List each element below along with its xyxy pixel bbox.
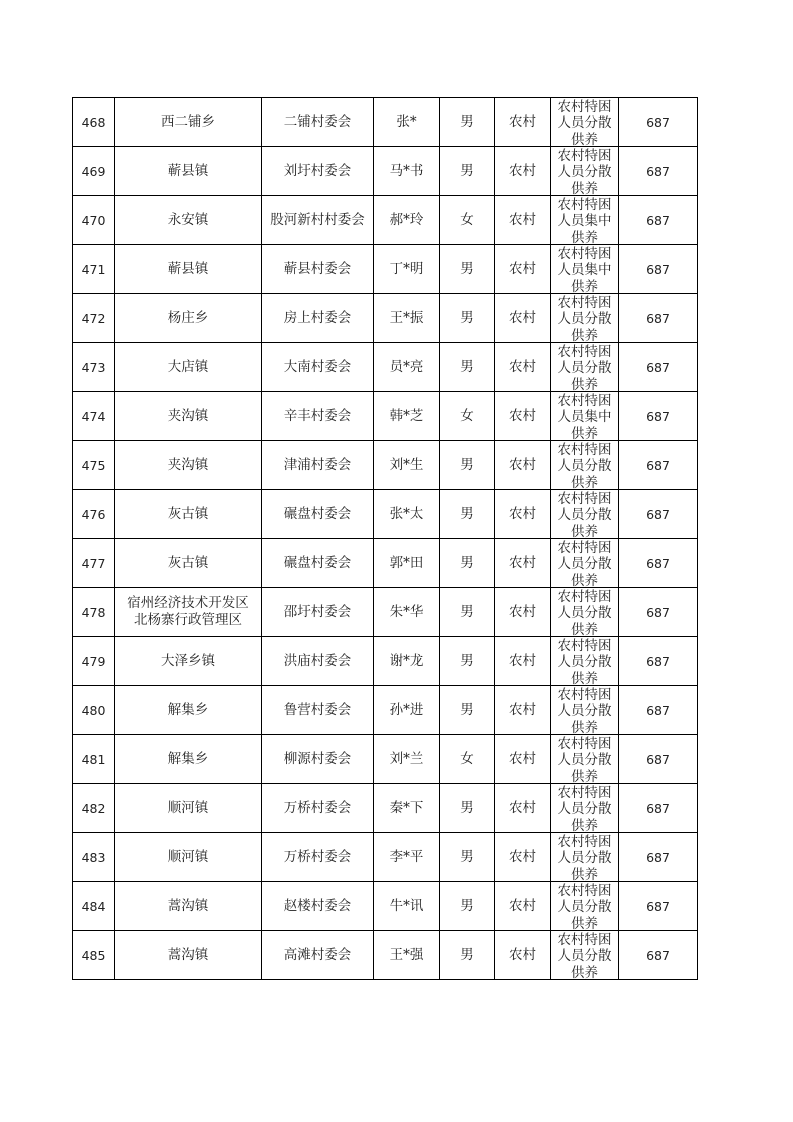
village-committee-cell: 房上村委会 (262, 294, 374, 343)
area-type-cell: 农村 (495, 441, 551, 490)
support-type-cell (551, 539, 619, 588)
support-type-text: 农村特困 人员集中 供养 (557, 245, 612, 293)
area-type-cell: 农村 (495, 294, 551, 343)
village-committee-cell: 股河新村村委会 (262, 196, 374, 245)
support-type-cell (551, 392, 619, 441)
row-number-cell: 482 (73, 784, 115, 833)
support-type-cell (551, 98, 619, 147)
row-number-cell: 472 (73, 294, 115, 343)
village-committee-cell: 高滩村委会 (262, 931, 374, 980)
town-cell: 大泽乡镇 (115, 637, 262, 686)
amount-cell: 687 (619, 637, 698, 686)
amount-cell: 687 (619, 539, 698, 588)
support-type-cell (551, 588, 619, 637)
support-type-text: 农村特困 人员分散 供养 (557, 637, 612, 685)
row-number-cell: 481 (73, 735, 115, 784)
gender-cell: 女 (440, 392, 495, 441)
person-name-cell: 谢*龙 (374, 637, 440, 686)
village-committee-cell: 刘圩村委会 (262, 147, 374, 196)
town-cell: 解集乡 (115, 686, 262, 735)
amount-cell: 687 (619, 735, 698, 784)
gender-cell: 女 (440, 735, 495, 784)
person-name-cell: 朱*华 (374, 588, 440, 637)
town-cell: 蕲县镇 (115, 147, 262, 196)
person-name-cell: 韩*芝 (374, 392, 440, 441)
area-type-cell: 农村 (495, 784, 551, 833)
table-row (73, 294, 698, 343)
row-number-cell: 470 (73, 196, 115, 245)
amount-cell: 687 (619, 98, 698, 147)
gender-cell: 男 (440, 147, 495, 196)
support-type-text: 农村特困 人员分散 供养 (557, 294, 612, 342)
table-row (73, 637, 698, 686)
gender-cell: 男 (440, 343, 495, 392)
village-committee-cell: 洪庙村委会 (262, 637, 374, 686)
table-row (73, 833, 698, 882)
support-type-cell (551, 882, 619, 931)
town-cell: 蒿沟镇 (115, 882, 262, 931)
town-cell: 蕲县镇 (115, 245, 262, 294)
person-name-cell: 张*太 (374, 490, 440, 539)
town-cell: 灰古镇 (115, 539, 262, 588)
gender-cell: 男 (440, 588, 495, 637)
area-type-cell: 农村 (495, 539, 551, 588)
village-committee-cell: 邵圩村委会 (262, 588, 374, 637)
person-name-cell: 孙*进 (374, 686, 440, 735)
area-type-cell: 农村 (495, 588, 551, 637)
support-type-cell (551, 147, 619, 196)
support-type-text: 农村特困 人员分散 供养 (557, 686, 612, 734)
support-type-cell (551, 294, 619, 343)
person-name-cell: 员*亮 (374, 343, 440, 392)
village-committee-cell: 柳源村委会 (262, 735, 374, 784)
gender-cell: 男 (440, 294, 495, 343)
table-row (73, 588, 698, 637)
amount-cell: 687 (619, 833, 698, 882)
support-type-text: 农村特困 人员分散 供养 (557, 931, 612, 979)
support-type-cell (551, 441, 619, 490)
support-type-text: 农村特困 人员分散 供养 (557, 343, 612, 391)
support-type-cell (551, 245, 619, 294)
gender-cell: 男 (440, 637, 495, 686)
support-type-text: 农村特困 人员分散 供养 (557, 833, 612, 881)
row-number-cell: 474 (73, 392, 115, 441)
area-type-cell: 农村 (495, 735, 551, 784)
person-name-cell: 郭*田 (374, 539, 440, 588)
support-type-text: 农村特困 人员分散 供养 (557, 147, 612, 195)
support-type-cell (551, 637, 619, 686)
support-type-text: 农村特困 人员分散 供养 (557, 588, 612, 636)
amount-cell: 687 (619, 441, 698, 490)
amount-cell: 687 (619, 245, 698, 294)
gender-cell: 男 (440, 833, 495, 882)
gender-cell: 男 (440, 490, 495, 539)
amount-cell: 687 (619, 147, 698, 196)
amount-cell: 687 (619, 196, 698, 245)
row-number-cell: 477 (73, 539, 115, 588)
village-committee-cell: 鲁营村委会 (262, 686, 374, 735)
village-committee-cell: 万桥村委会 (262, 833, 374, 882)
person-name-cell: 刘*兰 (374, 735, 440, 784)
table-row (73, 441, 698, 490)
row-number-cell: 476 (73, 490, 115, 539)
records-table-body (73, 98, 698, 980)
area-type-cell: 农村 (495, 686, 551, 735)
amount-cell: 687 (619, 294, 698, 343)
table-row (73, 343, 698, 392)
area-type-cell: 农村 (495, 882, 551, 931)
person-name-cell: 马*书 (374, 147, 440, 196)
village-committee-cell: 蕲县村委会 (262, 245, 374, 294)
table-row (73, 245, 698, 294)
town-cell: 夹沟镇 (115, 392, 262, 441)
row-number-cell: 484 (73, 882, 115, 931)
town-cell: 灰古镇 (115, 490, 262, 539)
support-type-text: 农村特困 人员分散 供养 (557, 98, 612, 146)
amount-cell: 687 (619, 882, 698, 931)
support-type-text: 农村特困 人员分散 供养 (557, 539, 612, 587)
table-row (73, 882, 698, 931)
area-type-cell: 农村 (495, 343, 551, 392)
village-committee-cell: 大南村委会 (262, 343, 374, 392)
records-table (72, 97, 698, 980)
amount-cell: 687 (619, 392, 698, 441)
town-cell: 大店镇 (115, 343, 262, 392)
row-number-cell: 469 (73, 147, 115, 196)
gender-cell: 男 (440, 882, 495, 931)
town-cell: 顺河镇 (115, 833, 262, 882)
village-committee-cell: 碾盘村委会 (262, 490, 374, 539)
gender-cell: 男 (440, 686, 495, 735)
person-name-cell: 秦*下 (374, 784, 440, 833)
table-row (73, 686, 698, 735)
amount-cell: 687 (619, 784, 698, 833)
row-number-cell: 473 (73, 343, 115, 392)
row-number-cell: 478 (73, 588, 115, 637)
village-committee-cell: 赵楼村委会 (262, 882, 374, 931)
village-committee-cell: 津浦村委会 (262, 441, 374, 490)
table-row (73, 147, 698, 196)
support-type-text: 农村特困 人员集中 供养 (557, 392, 612, 440)
amount-cell: 687 (619, 588, 698, 637)
records-table-container (72, 97, 698, 980)
table-row (73, 539, 698, 588)
area-type-cell: 农村 (495, 833, 551, 882)
table-row (73, 931, 698, 980)
gender-cell: 男 (440, 931, 495, 980)
town-cell: 蒿沟镇 (115, 931, 262, 980)
table-row (73, 735, 698, 784)
support-type-cell (551, 343, 619, 392)
row-number-cell: 479 (73, 637, 115, 686)
town-cell: 宿州经济技术开发区 北杨寨行政管理区 (115, 588, 262, 637)
support-type-cell (551, 490, 619, 539)
person-name-cell: 丁*明 (374, 245, 440, 294)
support-type-cell (551, 833, 619, 882)
town-cell: 永安镇 (115, 196, 262, 245)
town-cell: 西二铺乡 (115, 98, 262, 147)
row-number-cell: 483 (73, 833, 115, 882)
support-type-cell (551, 784, 619, 833)
support-type-text: 农村特困 人员分散 供养 (557, 735, 612, 783)
area-type-cell: 农村 (495, 931, 551, 980)
support-type-text: 农村特困 人员分散 供养 (557, 784, 612, 832)
gender-cell: 男 (440, 539, 495, 588)
town-cell: 顺河镇 (115, 784, 262, 833)
person-name-cell: 王*振 (374, 294, 440, 343)
support-type-cell (551, 931, 619, 980)
person-name-cell: 张* (374, 98, 440, 147)
village-committee-cell: 万桥村委会 (262, 784, 374, 833)
area-type-cell: 农村 (495, 490, 551, 539)
support-type-text: 农村特困 人员分散 供养 (557, 882, 612, 930)
person-name-cell: 刘*生 (374, 441, 440, 490)
support-type-text: 农村特困 人员集中 供养 (557, 196, 612, 244)
support-type-text: 农村特困 人员分散 供养 (557, 490, 612, 538)
town-cell: 杨庄乡 (115, 294, 262, 343)
gender-cell: 男 (440, 441, 495, 490)
table-row (73, 392, 698, 441)
gender-cell: 男 (440, 98, 495, 147)
support-type-cell (551, 686, 619, 735)
town-cell: 夹沟镇 (115, 441, 262, 490)
table-row (73, 784, 698, 833)
area-type-cell: 农村 (495, 147, 551, 196)
row-number-cell: 485 (73, 931, 115, 980)
row-number-cell: 480 (73, 686, 115, 735)
village-committee-cell: 二铺村委会 (262, 98, 374, 147)
support-type-cell (551, 735, 619, 784)
gender-cell: 男 (440, 784, 495, 833)
table-row (73, 196, 698, 245)
person-name-cell: 李*平 (374, 833, 440, 882)
area-type-cell: 农村 (495, 392, 551, 441)
village-committee-cell: 碾盘村委会 (262, 539, 374, 588)
support-type-cell (551, 196, 619, 245)
area-type-cell: 农村 (495, 637, 551, 686)
table-row (73, 98, 698, 147)
village-committee-cell: 辛丰村委会 (262, 392, 374, 441)
row-number-cell: 471 (73, 245, 115, 294)
person-name-cell: 牛*讯 (374, 882, 440, 931)
area-type-cell: 农村 (495, 196, 551, 245)
town-cell: 解集乡 (115, 735, 262, 784)
gender-cell: 男 (440, 245, 495, 294)
amount-cell: 687 (619, 343, 698, 392)
gender-cell: 女 (440, 196, 495, 245)
row-number-cell: 475 (73, 441, 115, 490)
table-row (73, 490, 698, 539)
person-name-cell: 王*强 (374, 931, 440, 980)
area-type-cell: 农村 (495, 245, 551, 294)
row-number-cell: 468 (73, 98, 115, 147)
amount-cell: 687 (619, 490, 698, 539)
support-type-text: 农村特困 人员分散 供养 (557, 441, 612, 489)
amount-cell: 687 (619, 931, 698, 980)
area-type-cell: 农村 (495, 98, 551, 147)
amount-cell: 687 (619, 686, 698, 735)
person-name-cell: 郝*玲 (374, 196, 440, 245)
